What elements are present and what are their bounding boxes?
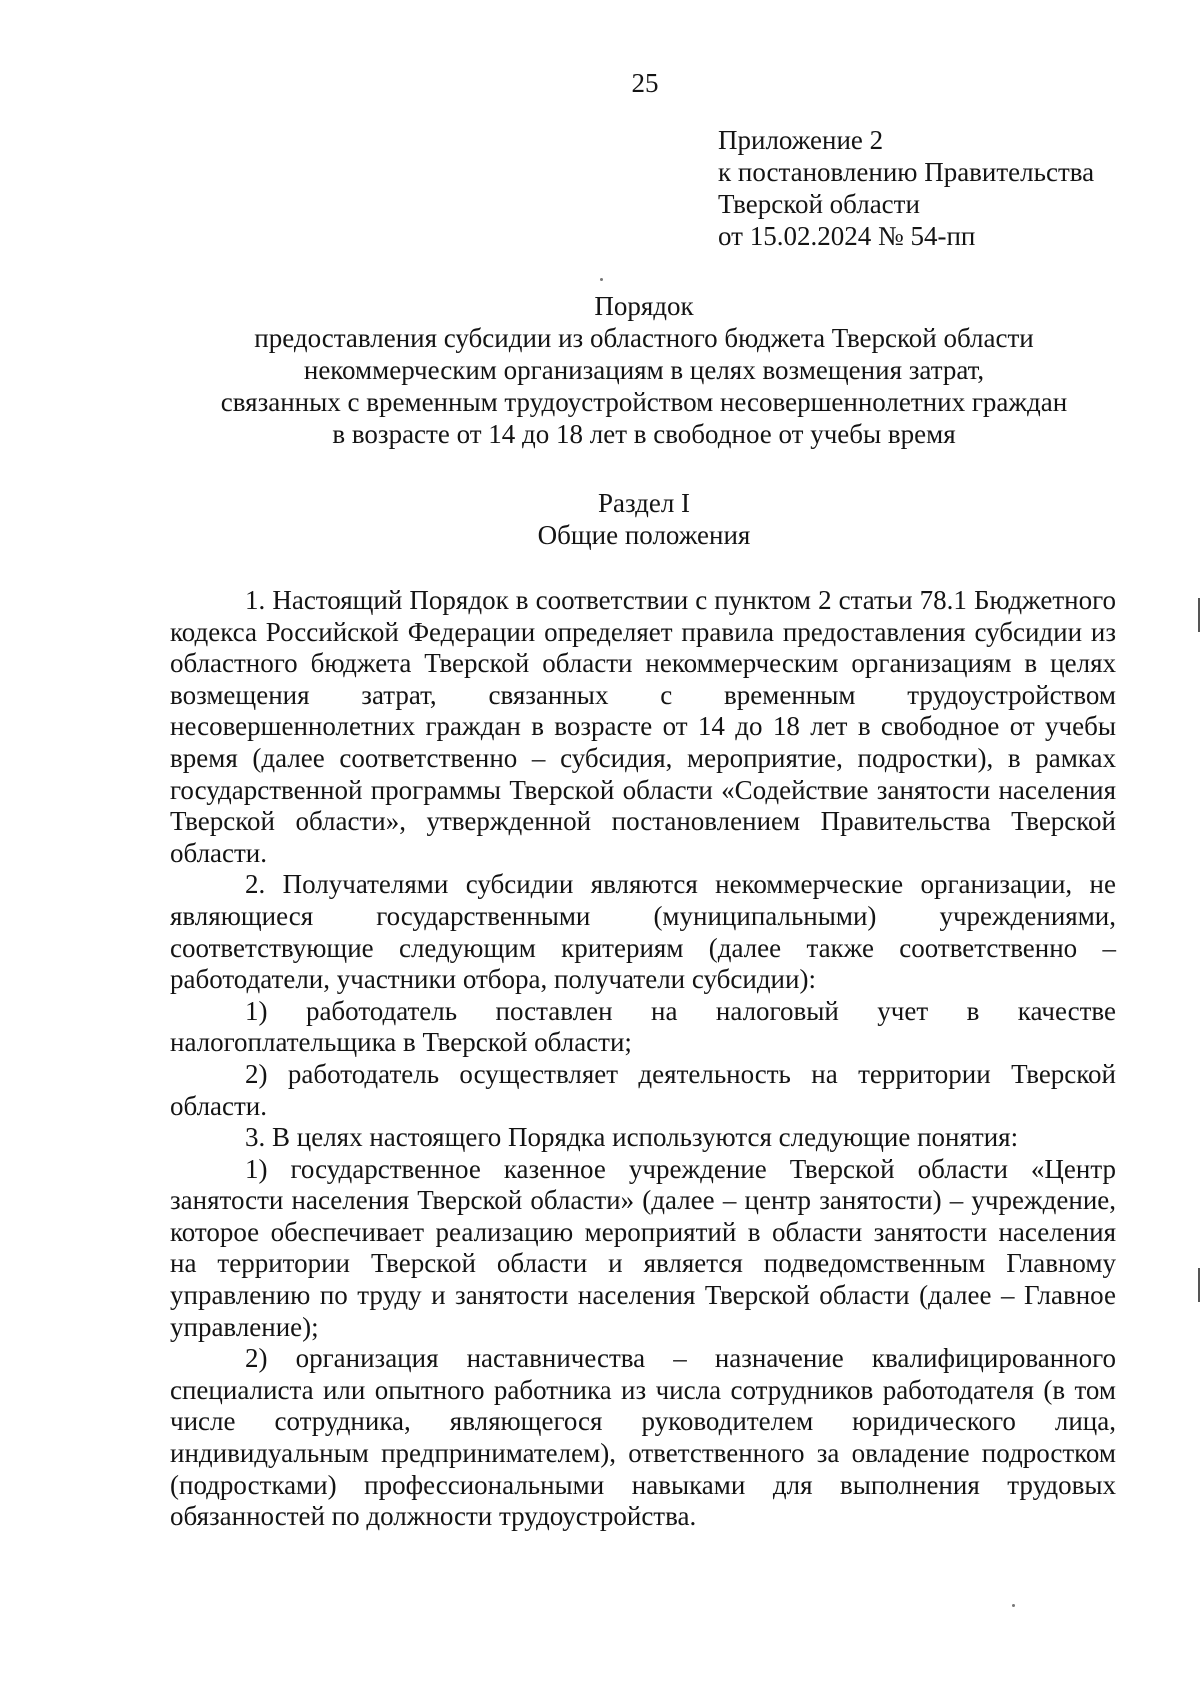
title-line: связанных с временным трудоустройством несовершеннолетних граждан bbox=[220, 387, 1068, 417]
appendix-line: к постановлению Правительства bbox=[718, 157, 1095, 187]
document-body bbox=[170, 585, 1116, 1533]
document-title bbox=[170, 290, 1118, 450]
paragraph-item-2: 2. Получателями субсидии являются некоммерческие организации, не являющиеся государственными (муниципальными) учреждениями, соответствующие следующим критериям (далее также соответственно – работодатели, участники отбора, получатели субсидии): bbox=[170, 869, 1116, 995]
appendix-line: Приложение 2 bbox=[718, 125, 884, 155]
page-number: 25 bbox=[631, 68, 659, 98]
paragraph-subitem-2-2: 2) работодатель осуществляет деятельность на территории Тверской области. bbox=[170, 1058, 1116, 1121]
title-line: некоммерческим организациям в целях возмещения затрат, bbox=[303, 355, 985, 385]
paragraph-subitem-3-1: 1) государственное казенное учреждение Тверской области «Центр занятости населения Тверской области» (далее – центр занятости) – учреждение, которое обеспечивает реализацию мероприятий в области занятости населения на территории Тверской области и является подведомственным Главному управлению по труду и занятости населения Тверской области (далее – Главное управление); bbox=[170, 1153, 1116, 1342]
section-name: Общие положения bbox=[537, 520, 751, 550]
paragraph-item-3: 3. В целях настоящего Порядка используются следующие понятия: bbox=[245, 1122, 1019, 1153]
section-heading bbox=[170, 487, 1118, 551]
title-line: в возрасте от 14 до 18 лет в свободное от учебы время bbox=[332, 419, 956, 449]
appendix-block bbox=[718, 124, 1094, 252]
scan-speck bbox=[1012, 1604, 1015, 1607]
appendix-date-number: от 15.02.2024 № 54-пп bbox=[718, 221, 976, 251]
paragraph-item-1: 1. Настоящий Порядок в соответствии с пунктом 2 статьи 78.1 Бюджетного кодекса Российской Федерации определяет правила предоставления субсидии из областного бюджета Тверской области некоммерческим организациям в целях возмещения затрат, связанных с временным трудоустройством несовершеннолетних граждан в возрасте от 14 до 18 лет в свободное от учебы время (далее соответственно – субсидия, мероприятие, подростки), в рамках государственной программы Тверской области «Содействие занятости населения Тверской области», утвержденной постановлением Правительства Тверской области. bbox=[170, 585, 1116, 868]
title-heading: Порядок bbox=[594, 291, 694, 321]
scan-speck bbox=[600, 278, 603, 281]
section-number: Раздел I bbox=[597, 488, 691, 518]
title-line: предоставления субсидии из областного бюджета Тверской области bbox=[254, 323, 1034, 353]
paragraph-subitem-2-1: 1) работодатель поставлен на налоговый учет в качестве налогоплательщика в Тверской области; bbox=[170, 995, 1116, 1058]
paragraph-subitem-3-2: 2) организация наставничества – назначение квалифицированного специалиста или опытного работника из числа сотрудников работодателя (в том числе сотрудника, являющегося руководителем юридического лица, индивидуальным предпринимателем), ответственного за овладение подростком (подростками) профессиональными навыками для выполнения трудовых обязанностей по должности трудоустройства. bbox=[170, 1343, 1116, 1532]
appendix-line: Тверской области bbox=[718, 189, 920, 219]
